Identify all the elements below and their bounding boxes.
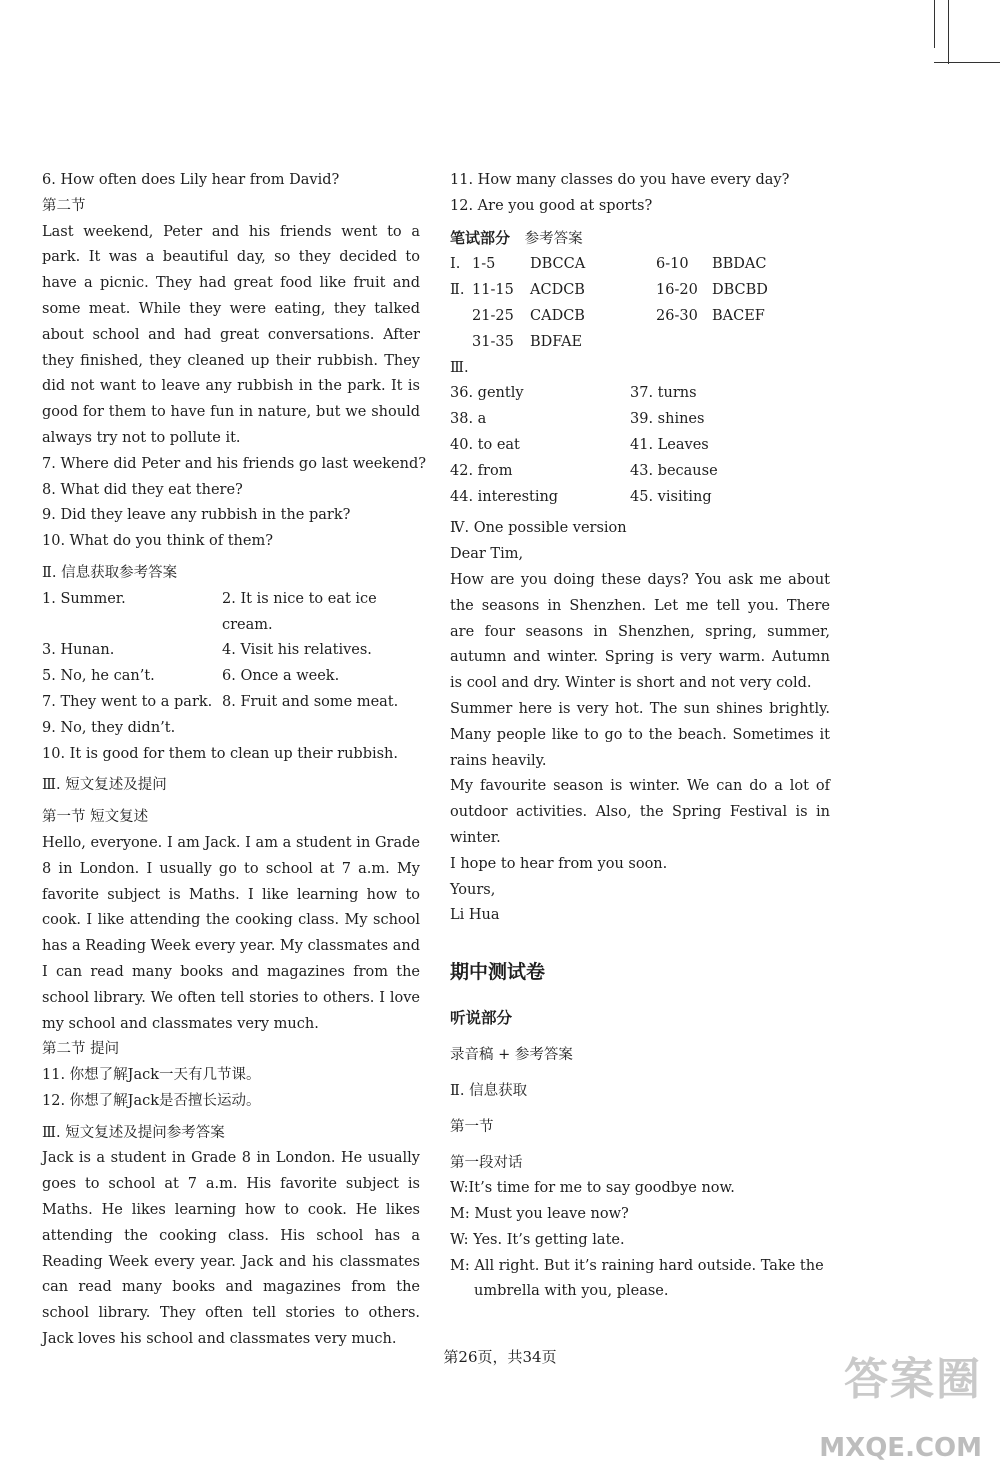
left-column xyxy=(42,168,427,1353)
retell-section-2: 第二节 提问 xyxy=(42,1041,120,1058)
written-subtitle: 参考答案 xyxy=(524,230,583,247)
dialog-line: W:It’s time for me to say goodbye now. xyxy=(450,1180,735,1197)
answers-grid xyxy=(42,587,420,716)
fill-37: 37. turns xyxy=(630,385,697,402)
reference-title: Ⅲ. 短文复述及提问参考答案 xyxy=(42,1124,225,1141)
dialog-line: M: Must you leave now? xyxy=(450,1206,629,1223)
letter-paragraph: My favourite season is winter. We can do a lot of outdoor activities. Also, the Spring Festival is in winter. xyxy=(450,778,830,846)
answers-title: Ⅱ. 信息获取参考答案 xyxy=(42,564,178,581)
letter-greeting: Dear Tim, xyxy=(450,546,524,563)
fill-40: 40. to eat xyxy=(450,436,520,453)
question-12-cn: 12. 你想了解Jack是否擅长运动。 xyxy=(42,1092,261,1109)
fill-43: 43. because xyxy=(630,462,718,479)
page-number: 第26页，共34页 xyxy=(443,1348,557,1366)
letter-paragraph: How are you doing these days? You ask me about the seasons in Shenzhen. Let me tell you. There are four seasons in Shenzhen, spring, summer, autumn and winter. Spring is very warm. Autumn is cool and dry. Winter is short and not very cold. xyxy=(450,571,830,692)
fill-39: 39. shines xyxy=(630,411,705,428)
answer-5: 5. No, he can’t. xyxy=(42,668,155,685)
dialog-line: umbrella with you, please. xyxy=(474,1283,669,1300)
crop-mark xyxy=(948,0,949,64)
fill-42: 42. from xyxy=(450,462,513,479)
question-8: 8. What did they eat there? xyxy=(42,481,243,498)
answer-8: 8. Fruit and some meat. xyxy=(222,693,399,710)
listening-title: 听说部分 xyxy=(450,1009,513,1028)
script-label: 录音稿 + 参考答案 xyxy=(450,1047,573,1064)
answer-4: 4. Visit his relatives. xyxy=(222,642,372,659)
answer-1: 1. Summer. xyxy=(42,590,126,607)
section-label: 第二节 xyxy=(42,197,86,214)
answer-10: 10. It is good for them to clean up their rubbish. xyxy=(42,745,399,762)
mc-row: 21-25 CADCB 26-30 BACEF xyxy=(472,307,765,324)
fill-36: 36. gently xyxy=(450,385,524,402)
question-7: 7. Where did Peter and his friends go last weekend? xyxy=(42,455,427,472)
letter-signature: Li Hua xyxy=(450,907,500,924)
retell-text: Hello, everyone. I am Jack. I am a student in Grade 8 in London. I usually go to school at 7 a.m. My favorite subject is Maths. I like learning how to cook. I like attending the cooking class. My school has a Reading Week every year. My classmates and I can read many books and magazines from the school library. We often tell stories to others. I love my school and classmates very much. xyxy=(42,834,420,1032)
watermark-logo xyxy=(782,1343,982,1463)
letter-paragraph: Summer here is very hot. The sun shines brightly. Many people like to go to the beach. Sometimes it rains heavily. xyxy=(450,700,830,769)
answer-9: 9. No, they didn’t. xyxy=(42,719,176,736)
passage: Last weekend, Peter and his friends went to a park. It was a beautiful day, so they decided to have a picnic. They had great food like fruit and some meat. While they were eating, they talked about school and had great conversations. After they finished, they cleaned up their rubbish. They did not want to leave any rubbish in the park. It is good for them to have fun in nature, but we should always try not to pollute it. xyxy=(42,223,420,446)
question-10: 10. What do you think of them? xyxy=(42,533,273,550)
question-9: 9. Did they leave any rubbish in the park? xyxy=(42,507,351,524)
reference-text: Jack is a student in Grade 8 in London. He usually goes to school at 7 a.m. His favorite subject is Maths. He likes learning how to cook. He likes attending the cooking class. His school has a Reading Week every year. Jack and his classmates can read many books and magazines from the school library. They often tell stories to others. Jack loves his school and classmates very much. xyxy=(42,1150,420,1348)
mc-row: Ⅰ. 1-5 DBCCA 6-10 BBDAC xyxy=(450,256,767,273)
answer-3: 3. Hunan. xyxy=(42,642,115,659)
letter-paragraph: I hope to hear from you soon. xyxy=(450,855,668,872)
letter-closing: Yours, xyxy=(450,881,496,898)
watermark-text: 答案圈 xyxy=(844,1354,982,1405)
question-11-cn: 11. 你想了解Jack一天有几节课。 xyxy=(42,1067,261,1084)
dialog-line: W: Yes. It’s getting late. xyxy=(450,1231,625,1248)
dialog-line: M: All right. But it’s raining hard outside. Take the xyxy=(450,1257,824,1274)
part-3-label: Ⅲ. xyxy=(450,359,469,376)
written-title: 笔试部分 xyxy=(450,228,511,247)
part-4-label: Ⅳ. One possible version xyxy=(450,520,627,537)
retell-title: Ⅲ. 短文复述及提问 xyxy=(42,777,167,794)
midterm-title: 期中测试卷 xyxy=(450,961,546,984)
question-11: 11. How many classes do you have every day? xyxy=(450,172,790,188)
answer-2: 2. It is nice to eat ice cream. xyxy=(222,590,377,633)
question-12: 12. Are you good at sports? xyxy=(450,197,653,214)
dialog-1-label: 第一段对话 xyxy=(450,1154,523,1171)
fill-44: 44. interesting xyxy=(450,488,559,505)
watermark-url: MXQE.COM xyxy=(819,1433,982,1463)
answer-7: 7. They went to a park. xyxy=(42,693,213,710)
fill-grid xyxy=(450,381,830,510)
retell-section-1: 第一节 短文复述 xyxy=(42,809,149,826)
answer-6: 6. Once a week. xyxy=(222,668,340,685)
fill-45: 45. visiting xyxy=(630,488,712,505)
mc-row: Ⅱ. 11-15 ACDCB 16-20 DBCBD xyxy=(450,282,768,299)
right-column xyxy=(450,168,830,1305)
info-label: Ⅱ. 信息获取 xyxy=(450,1082,528,1099)
mc-row: 31-35 BDFAE xyxy=(472,333,583,350)
written-header xyxy=(450,226,830,253)
question-6: 6. How often does Lily hear from David? xyxy=(42,172,340,188)
section-1-label: 第一节 xyxy=(450,1118,494,1135)
fill-41: 41. Leaves xyxy=(630,436,709,453)
crop-mark xyxy=(934,62,1000,63)
crop-mark xyxy=(934,0,935,48)
fill-38: 38. a xyxy=(450,411,487,428)
